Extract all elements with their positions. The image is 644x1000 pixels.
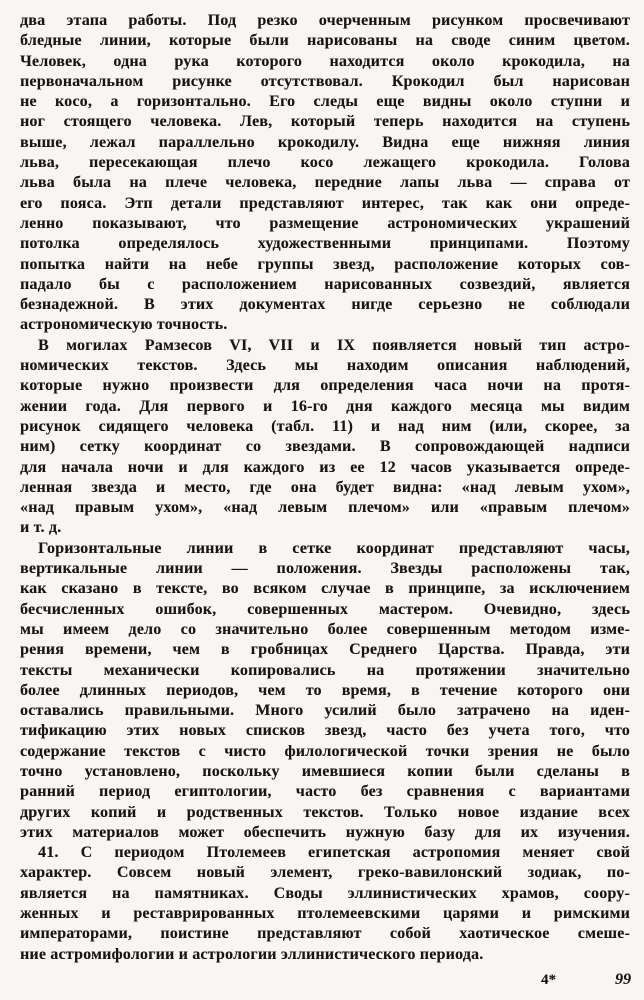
text-line: императорами, поистине представляют собой хаотическое смеше- <box>20 925 630 943</box>
text-line: является на памятниках. Своды эллинистических храмов, соору- <box>20 884 630 902</box>
paragraph <box>20 336 630 539</box>
text-line: бледные линии, которые были нарисованы на своде синим цветом. <box>20 32 630 50</box>
text-line: ние астромифологии и астрологии эллинистического периода. <box>20 945 484 963</box>
text-line: мы имеем дело со значительно более совершенным методом изме- <box>20 620 630 638</box>
paragraph <box>20 539 630 843</box>
text-line: рисунок сидящего человека (табл. 11) и над ним (или, скорее, за <box>20 417 630 435</box>
text-line: номических текстов. Здесь мы находим описания наблюдений, <box>20 357 630 375</box>
text-line: более длинных периодов, чем то время, в течение которого они <box>20 681 630 699</box>
text-line: оставались правильными. Много усилий было затрачено на иден- <box>20 702 630 720</box>
text-line: выше, лежал параллельно крокодилу. Видна еще нижняя линия <box>20 133 630 151</box>
text-line: его пояса. Этп детали представляют интерес, так как они опреде- <box>20 194 630 212</box>
text-line: астрономическую точность. <box>20 316 228 334</box>
text-line: для начала ночи и для каждого из ее 12 часов указывается опреде- <box>20 458 630 476</box>
text-line: ног стоящего человека. Лев, который теперь находится на ступень <box>20 113 630 131</box>
text-line: и т. д. <box>20 519 62 537</box>
text-line: женных и реставрированных птолемеевскими царями и римскими <box>20 905 630 923</box>
paragraph <box>20 843 630 965</box>
text-line: два этапа работы. Под резко очерченным рисунком просвечивают <box>20 12 630 29</box>
text-line: льва, пересекающая плечо косо лежащего крокодила. Голова <box>20 154 630 172</box>
text-line: как сказано в тексте, во всяком случае в принципе, за исключением <box>20 580 630 598</box>
text-line: первоначальном рисунке отсутствовал. Крокодил был нарисован <box>20 72 630 90</box>
text-line: бесчисленных ошибок, совершенных мастером. Очевидно, здесь <box>20 600 630 618</box>
text-line: вертикальные линии — положения. Звезды расположены так, <box>20 560 630 578</box>
text-line: других копий и родственных текстов. Только новое издание всех <box>20 803 630 821</box>
text-line: ленная звезда и место, где она будет видна: «над левым ухом», <box>20 478 630 496</box>
text-line: которые нужно произвести для определения часа ночи на протя- <box>20 377 630 395</box>
text-column <box>20 11 630 965</box>
text-line: потолка определялось художественными принципами. Поэтому <box>20 235 630 253</box>
text-line: В могилах Рамзесов VI, VII и IX появляется новый тип астро- <box>38 336 630 354</box>
text-line: 41. С периодом Птолемеев египетская астропомия меняет свой <box>38 844 630 862</box>
text-line: тексты механически копировались на протяжении значительно <box>20 661 630 679</box>
text-line: безнадежной. В этих документах нигде серьезно не соблюдали <box>20 296 630 314</box>
text-line: льва была на плече человека, передние лапы льва — справа от <box>20 174 630 192</box>
text-line: ранний период египтологии, часто без сравнения с вариантами <box>20 783 630 801</box>
text-line: тификацию этих новых списков звезд, часто без учета того, что <box>20 722 630 740</box>
text-line: жении года. Для первого и 16-го дня каждого месяца мы видим <box>20 397 630 415</box>
text-line: этих материалов может обеспечить нужную базу для их изучения. <box>20 823 630 841</box>
text-line: ним) сетку координат со звездами. В сопровождающей надписи <box>20 438 630 456</box>
text-line: Человек, одна рука которого находится около крокодила, на <box>20 52 630 70</box>
text-line: Горизонтальные линии в сетке координат представляют часы, <box>38 539 630 557</box>
paragraph <box>20 11 630 336</box>
text-line: попытка найти на небе группы звезд, расположение которых сов- <box>20 255 630 273</box>
text-line: «над правым ухом», «над левым плечом» или «правым плечом» <box>20 499 630 517</box>
page-number: 99 <box>615 971 631 988</box>
text-line: падало бы с расположением нарисованных созвездий, является <box>20 275 630 293</box>
text-line: точно установлено, поскольку имевшиеся копии были сделаны в <box>20 762 630 780</box>
text-line: ленно показывают, что размещение астрономических украшений <box>20 214 630 232</box>
text-line: рения времени, чем в гробницах Среднего Царства. Правда, эти <box>20 641 630 659</box>
text-line: характер. Совсем новый элемент, греко-вавилонский зодиак, по- <box>20 864 630 882</box>
text-line: содержание текстов с чисто филологической точки зрения не было <box>20 742 630 760</box>
signature-mark: 4* <box>541 972 556 988</box>
text-line: не косо, а горизонтально. Его следы еще видны около ступни и <box>20 93 630 111</box>
